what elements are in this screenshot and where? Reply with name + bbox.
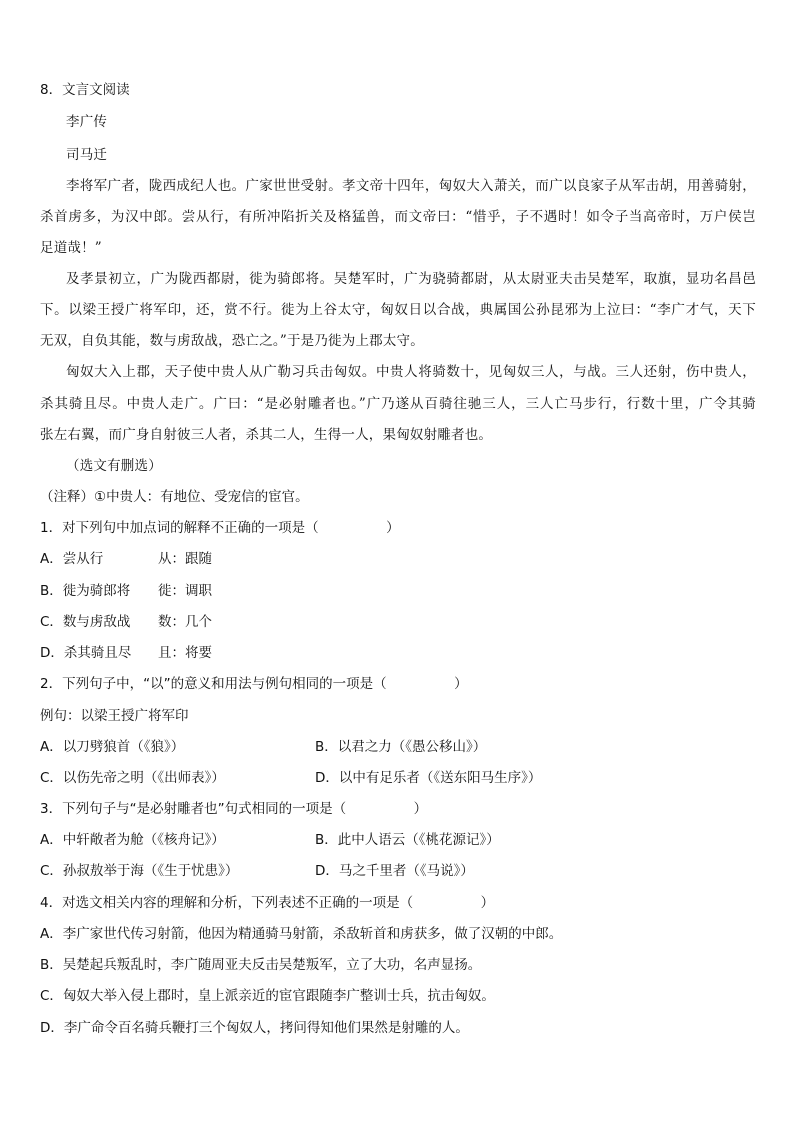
question-2-option-b[interactable]: B．以君之力（《愚公移山》） [315,739,487,755]
option-gloss: 徙：调职 [158,583,212,599]
passage-title: 李广传 [66,114,108,130]
question-3-option-a[interactable]: A．中轩敞者为舱（《核舟记》） [40,832,225,848]
question-3-option-d[interactable]: D．马之千里者（《马说》） [315,863,474,879]
question-1-option-d[interactable] [40,643,212,663]
question-4-option-d[interactable]: D．李广命令百名骑兵鞭打三个匈奴人，拷问得知他们果然是射雕的人。 [40,1020,469,1036]
question-3-option-b[interactable]: B．此中人语云（《桃花源记》） [315,832,500,848]
question-2-stem: 2．下列句子中，“以”的意义和用法与例句相同的一项是（ ） [40,676,468,692]
question-4-stem: 4．对选文相关内容的理解和分析，下列表述不正确的一项是（ ） [40,895,495,911]
question-1-option-a[interactable] [40,549,212,569]
option-gloss: 且：将要 [158,645,212,661]
question-1-stem: 1．对下列句中加点词的解释不正确的一项是（ ） [40,520,400,536]
question-3-stem: 3．下列句子与“是必射雕者也”句式相同的一项是（ ） [40,801,428,817]
passage-line: 足道哉！” [40,240,102,256]
option-gloss: 数：几个 [158,614,212,630]
passage-line: 下。以梁王授广将军印，还，赏不行。徙为上谷太守，匈奴日以合战，典属国公孙昆邪为上泣曰：“李广才气，天下 [40,302,756,318]
question-2-option-d[interactable]: D．以中有足乐者（《送东阳马生序》） [315,770,542,786]
option-label: A．尝从行 [40,551,104,567]
source-note: （选文有删选） [66,458,162,474]
section-heading [40,80,130,100]
option-label: D．杀其骑且尽 [40,645,132,661]
question-2-option-c[interactable]: C．以伤先帝之明（《出师表》） [40,770,225,786]
question-2-option-a[interactable]: A．以刀劈狼首（《狼》） [40,739,185,755]
section-title: 文言文阅读 [62,82,130,98]
question-2-example: 例句：以梁王授广将军印 [40,708,189,724]
option-gloss: 从：跟随 [158,551,212,567]
passage-line: 杀其骑且尽。中贵人走广。广曰：“是必射雕者也。”广乃遂从百骑往驰三人，三人亡马步行，行数十里，广令其骑 [40,396,756,412]
question-3-option-c[interactable]: C．孙叔敖举于海（《生于忧患》） [40,863,239,879]
annotation: （注释）①中贵人：有地位、受宠信的宦官。 [40,489,309,505]
passage-line: 及孝景初立，广为陇西都尉，徙为骑郎将。吴楚军时，广为骁骑都尉，从太尉亚夫击吴楚军，取旗，显功名昌邑 [66,271,756,287]
question-1-option-c[interactable] [40,612,212,632]
section-number: 8． [40,82,63,98]
passage-line: 无双，自负其能，数与虏敌战，恐亡之。”于是乃徙为上郡太守。 [40,333,424,349]
option-label: B．徙为骑郎将 [40,583,131,599]
passage-line: 杀首虏多，为汉中郎。尝从行，有所冲陷折关及格猛兽，而文帝曰：“惜乎，子不遇时！如令子当高帝时，万户侯岂 [40,209,756,225]
question-1-option-b[interactable] [40,581,212,601]
option-label: C．数与虏敌战 [40,614,131,630]
passage-line: 张左右翼，而广身自射彼三人者，杀其二人，生得一人，果匈奴射雕者也。 [40,427,493,443]
question-4-option-a[interactable]: A．李广家世代传习射箭，他因为精通骑马射箭，杀敌斩首和虏获多，做了汉朝的中郎。 [40,926,563,942]
passage-line: 匈奴大入上郡，天子使中贵人从广勒习兵击匈奴。中贵人将骑数十，见匈奴三人，与战。三人还射，伤中贵人， [66,364,756,380]
passage-author: 司马迁 [66,147,108,163]
question-4-option-c[interactable]: C．匈奴大举入侵上郡时，皇上派亲近的宦官跟随李广整训士兵，抗击匈奴。 [40,988,495,1004]
passage-line: 李将军广者，陇西成纪人也。广家世世受射。孝文帝十四年，匈奴大入萧关，而广以良家子从军击胡，用善骑射， [66,178,756,194]
question-4-option-b[interactable]: B．吴楚起兵叛乱时，李广随周亚夫反击吴楚叛军，立了大功，名声显扬。 [40,957,482,973]
